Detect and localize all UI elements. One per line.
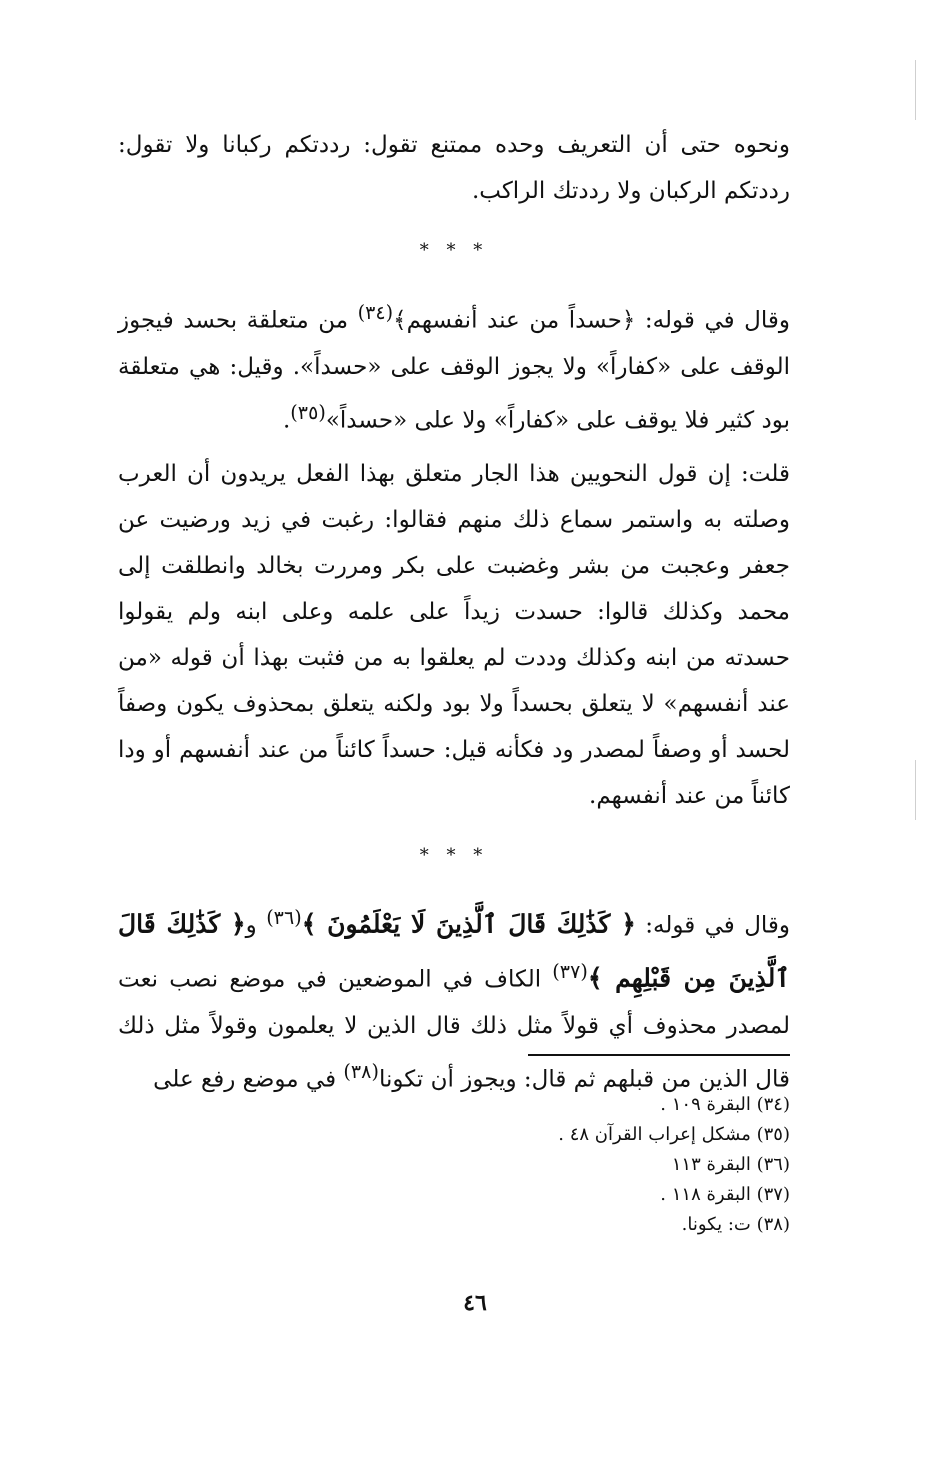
page-edge-mark (915, 760, 916, 820)
footnote-item: (٣٥) مشكل إعراب القرآن ٤٨ . (558, 1124, 790, 1145)
footnotes-list (390, 1090, 790, 1240)
section-separator-2: * * * (419, 845, 489, 867)
footnote-item: (٣٧) البقرة ١١٨ . (660, 1184, 790, 1205)
paragraph-qultu: قلت: إن قول النحويين هذا الجار متعلق بهذا الفعل يريدون أن العرب وصلته به واستمر سماع ذلك منهم فقالوا: رغبت في زيد ورضيت عن جعفر وعجبت من بشر وغضبت على بكر ومررت بخالد وانطلقت إلى محمد وكذلك قالوا: حسدت زيداً على علمه وعلى ابنه ولم يقولوا حسدته من ابنه وكذلك وددت لم يعلقوا به من فثبت بهذا أن قوله «من عند أنفسهم» لا يتعلق بحسداً ولا بود ولكنه يتعلق بمحذوف يكون وصفاً لحسد أو وصفاً لمصدر ود فكأنه قيل: حسداً كائناً من عند أنفسهم أو ودا كائناً من عند أنفسهم. (118, 461, 790, 810)
footnote-item: (٣٦) البقرة ١١٣ (671, 1154, 790, 1175)
paragraph-hasadan (118, 290, 790, 443)
footnote-ref-35: (٣٥) (290, 400, 326, 424)
footnote-ref-38: (٣٨) (343, 1059, 379, 1083)
quran-verse-1: ﴿ كَذَٰلِكَ قَالَ ٱلَّذِينَ لَا يَعْلَمُونَ ﴾ (301, 909, 636, 939)
paragraph-hasadan-part-b: من متعلقة بحسد فيجوز الوقف على «كفاراً» ولا يجوز الوقف على «حسداً». وقيل: هي متعلقة بود كثير فلا يوقف على «كفاراً» ولا على «حسداً» (118, 307, 790, 434)
paragraph-kadhalika (118, 895, 790, 1102)
paragraph-hasadan-part-c: . (282, 407, 291, 434)
footnote-divider (528, 1054, 790, 1056)
quran-verse-2: ﴿ كَذَٰلِكَ قَالَ ٱلَّذِينَ مِن قَبْلِهِم ﴾ (118, 909, 790, 993)
paragraph-intro: ونحوه حتى أن التعريف وحده ممتنع تقول: رددتكم ركبانا ولا تقول: رددتكم الركبان ولا رددتك الراكب. (118, 132, 790, 204)
paragraph-kadhalika-lead: وقال في قوله: (635, 912, 791, 939)
footnote-item: (٣٨) ت: يكونا. (681, 1214, 790, 1235)
footnote-ref-37: (٣٧) (552, 959, 588, 983)
paragraph-kadhalika-body-a: الكاف في الموضعين في موضع نصب نعت لمصدر محذوف أي قولاً مثل ذلك قال الذين لا يعلمون وقولاً مثل ذلك قال الذين من قبلهم ثم قال: ويجوز أن تكونا (118, 966, 790, 1093)
page-number: ٤٦ (463, 1290, 487, 1316)
paragraph-kadhalika-body-b: في موضع رفع على (153, 1066, 344, 1093)
footnote-ref-36: (٣٦) (266, 906, 302, 930)
paragraph-hasadan-part-a: وقال في قوله: ﴿حسداً من عند أنفسهم﴾ (393, 307, 790, 334)
page-edge-mark (915, 60, 916, 120)
footnote-ref-34: (٣٤) (357, 301, 394, 324)
conjunction-wa: و (245, 912, 267, 939)
footnote-item: (٣٤) البقرة ١٠٩ . (660, 1094, 790, 1115)
section-separator: * * * (419, 240, 489, 261)
page-body (118, 122, 790, 1102)
